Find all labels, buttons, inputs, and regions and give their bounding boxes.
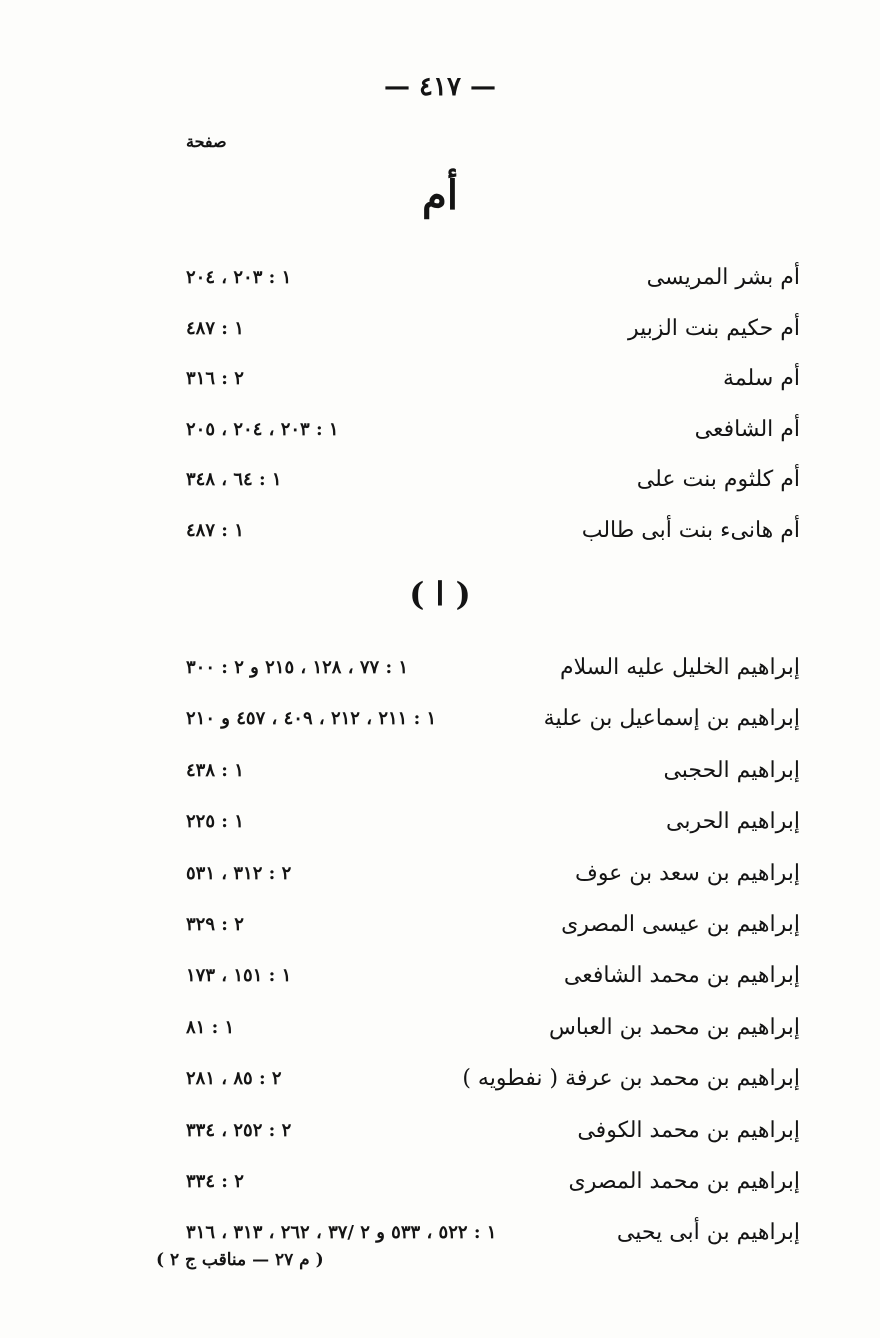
entry-page-refs: ١ : ٤٨٧ [186,317,244,339]
entry-name: إبراهيم بن محمد المصرى [568,1169,800,1194]
entry-name: إبراهيم بن محمد بن العباس [549,1014,800,1040]
page-column-label: صفحة [186,132,227,151]
entry-name: إبراهيم الحربى [666,809,800,835]
entry-page-refs: ١ : ٦٤ ، ٣٤٨ [186,469,282,491]
index-entry [0,956,880,996]
index-entry [0,460,880,500]
index-entry [0,905,880,945]
index-entry [0,410,880,450]
entry-name: إبراهيم بن سعد بن عوف [575,860,800,886]
entry-name: إبراهيم بن عيسى المصرى [561,912,800,937]
entry-page-refs: ١ : ٢١١ ، ٢١٢ ، ٤٠٩ ، ٤٥٧ و ٢١٠ [186,708,437,730]
entry-page-refs: ٢ : ٣٢٩ [186,914,244,935]
entry-page-refs: ٢ : ٣١٢ ، ٥٣١ [186,862,292,884]
entry-page-refs: ٢ : ٣١٦ [186,368,244,390]
entry-page-refs: ٢ : ٨٥ ، ٢٨١ [186,1068,282,1090]
entry-name: أم حكيم بنت الزبير [628,315,800,341]
entry-page-refs: ١ : ٤٣٨ [186,759,244,781]
entry-name: إبراهيم بن محمد الشافعى [563,963,800,989]
entry-name: إبراهيم بن إسماعيل بن علية [543,706,800,732]
entry-name: أم الشافعى [694,416,800,442]
entry-page-refs: ١ : ٢٢٥ [186,811,244,833]
entry-page-refs: ١ : ٨١ [186,1016,235,1038]
index-entry [0,699,880,739]
entry-page-refs: ١ : ٧٧ ، ١٢٨ ، ٢١٥ و ٢ : ٣٠٠ [186,657,409,678]
index-entry [0,1162,880,1202]
entry-name: إبراهيم الخليل عليه السلام [560,655,800,680]
section-heading: ( ا ) [409,575,471,613]
entry-page-refs: ١ : ٢٠٣ ، ٢٠٤ [186,267,292,288]
entry-page-refs: ١ : ٢٠٣ ، ٢٠٤ ، ٢٠٥ [186,418,339,440]
entry-page-refs: ١ : ٥٢٢ ، ٥٣٣ و ٢ /٣٧ ، ٢٦٢ ، ٣١٣ ، ٣١٦ [186,1222,497,1244]
entry-name: أم كلثوم بنت على [636,467,800,493]
index-entry [0,309,880,349]
index-entry [0,1059,880,1099]
index-entry [0,802,880,842]
entry-name: إبراهيم بن محمد بن عرفة ( نفطويه ) [462,1066,800,1092]
entry-name: إبراهيم الحجبى [663,757,800,783]
index-entry [0,1111,880,1151]
page-footer: ( م ٢٧ — مناقب ج ٢ ) [156,1250,324,1270]
entry-name: إبراهيم بن محمد الكوفى [577,1117,800,1143]
index-entry [0,511,880,551]
entry-name: أم هانىء بنت أبى طالب [581,518,800,543]
entry-page-refs: ١ : ٤٨٧ [186,520,244,541]
entry-page-refs: ٢ : ٢٥٢ ، ٣٣٤ [186,1119,292,1141]
index-entry [0,258,880,298]
entry-name: إبراهيم بن أبى يحيى [616,1220,800,1246]
section-heading: أم [422,172,458,219]
index-entry [0,1213,880,1253]
entry-page-refs: ٢ : ٣٣٤ [186,1171,244,1192]
index-entry [0,854,880,894]
index-entry [0,1008,880,1048]
index-entry [0,359,880,399]
entry-name: أم سلمة [723,366,800,392]
index-entry [0,648,880,688]
page-number: — ٤١٧ — [383,72,497,102]
entry-name: أم بشر المريسى [646,265,800,290]
entry-page-refs: ١ : ١٥١ ، ١٧٣ [186,965,292,987]
index-entry [0,751,880,791]
